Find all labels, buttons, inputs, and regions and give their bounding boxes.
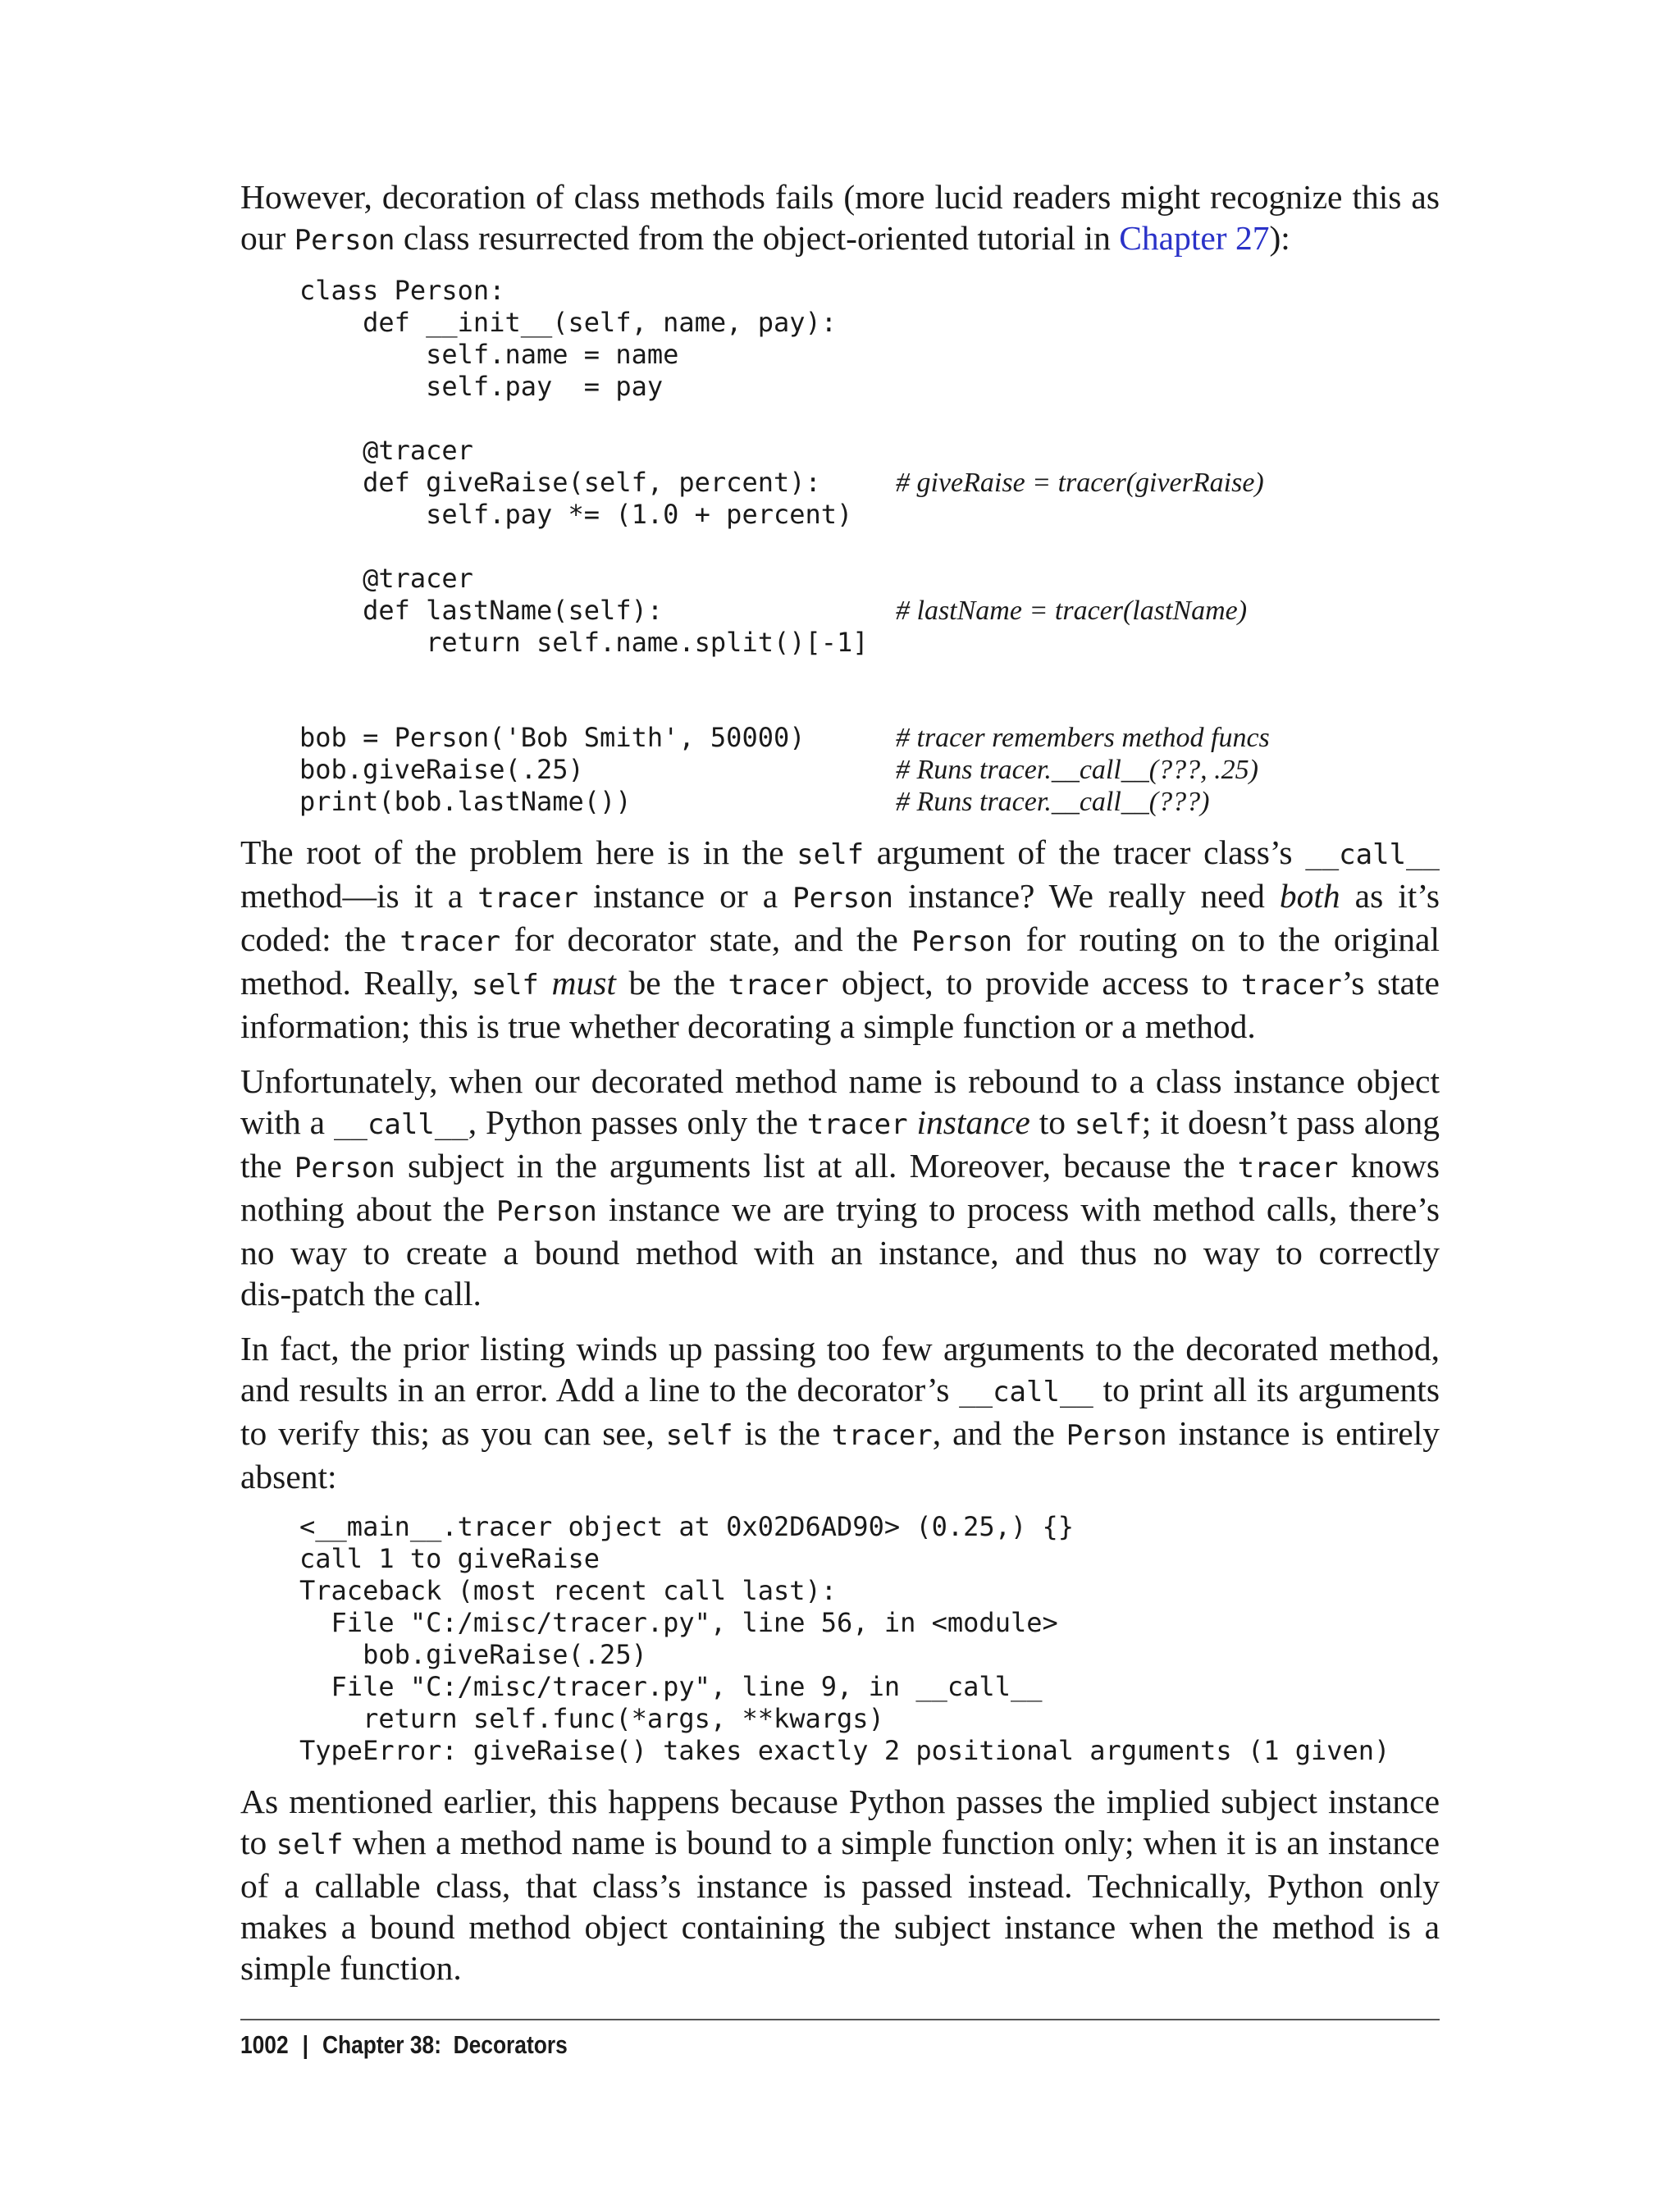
- code-listing-traceback: [299, 1511, 1440, 1767]
- code-line: [299, 595, 1440, 627]
- inline-code: Person: [1066, 1419, 1167, 1452]
- code-line: [299, 499, 1440, 531]
- inline-code: __call__: [334, 1108, 468, 1141]
- inline-code: Person: [496, 1195, 597, 1228]
- code-line: [299, 659, 1440, 722]
- paragraph: However, decoration of class methods fails (more lucid readers might recognize this as our Person class resurrected from the object-oriented tutorial in Chapter 27):: [240, 178, 1440, 257]
- page-footer: [240, 2030, 568, 2060]
- footer-separator: |: [302, 2030, 309, 2059]
- emphasis: both: [1279, 877, 1340, 915]
- inline-code: self: [1074, 1108, 1142, 1141]
- code-text: def lastName(self):: [299, 595, 664, 626]
- running-chapter-title: Chapter 38: Decorators: [322, 2030, 568, 2059]
- code-text: File "C:/misc/tracer.py", line 56, in <module>: [299, 1607, 1058, 1638]
- code-text: Traceback (most recent call last):: [299, 1575, 838, 1606]
- code-line: [299, 403, 1440, 435]
- inline-code: tracer: [831, 1419, 933, 1452]
- code-comment: # Runs tracer.__call__(???, .25): [896, 755, 1258, 785]
- code-text: return self.func(*args, **kwargs): [299, 1703, 884, 1734]
- code-line: [299, 754, 1440, 786]
- code-text: <__main__.tracer object at 0x02D6AD90> (0.25,) {}: [299, 1511, 1075, 1542]
- code-text: print(bob.lastName()): [299, 786, 632, 817]
- code-line: [299, 1575, 1440, 1607]
- inline-code: self: [472, 969, 539, 1002]
- code-line: [299, 1735, 1440, 1767]
- code-line: [299, 1543, 1440, 1575]
- code-text: bob.giveRaise(.25): [299, 1639, 647, 1670]
- code-text: return self.name.split()[-1]: [299, 627, 869, 658]
- code-text: def giveRaise(self, percent):: [299, 467, 821, 498]
- chapter-link[interactable]: Chapter 27: [1119, 219, 1270, 257]
- emphasis: instance: [916, 1103, 1030, 1141]
- code-text: bob.giveRaise(.25): [299, 754, 584, 785]
- inline-code: Person: [294, 1152, 395, 1185]
- code-text: self.pay = pay: [299, 371, 664, 402]
- code-line: [299, 531, 1440, 563]
- code-text: def __init__(self, name, pay):: [299, 307, 838, 338]
- code-line: [299, 435, 1440, 467]
- code-line: [299, 307, 1440, 339]
- code-text: TypeError: giveRaise() takes exactly 2 positional arguments (1 given): [299, 1735, 1390, 1766]
- code-comment: # tracer remembers method funcs: [896, 723, 1270, 753]
- page-body: [240, 176, 1440, 2002]
- code-line: [299, 1639, 1440, 1671]
- code-comment: # giveRaise = tracer(giverRaise): [896, 468, 1264, 498]
- code-text: self.pay *= (1.0 + percent): [299, 499, 853, 530]
- code-line: [299, 563, 1440, 595]
- code-line: [299, 722, 1440, 754]
- paragraph: In fact, the prior listing winds up passing too few arguments to the decorated method, and results in an error. Add a line to the decorator’s __call__ to print all its arguments to verify this; as you can see, self is the tracer, and the Person instance is entirely absent:: [240, 1330, 1440, 1495]
- inline-code: Person: [294, 224, 395, 257]
- code-line: [299, 1607, 1440, 1639]
- inline-code: Person: [911, 925, 1013, 958]
- code-text: call 1 to giveRaise: [299, 1543, 600, 1574]
- inline-code: self: [797, 838, 865, 871]
- code-line: [299, 339, 1440, 371]
- paragraph: The root of the problem here is in the self argument of the tracer class’s __call__ method—is it a tracer instance or a Person instance? We really need both as it’s coded: the tracer for decorator state, and the Person for routing on to the original method. Really, self must be the tracer object, to provide access to tracer’s state information; this is true whether decorating a simple function or a method.: [240, 833, 1440, 1045]
- code-comment: # Runs tracer.__call__(???): [896, 787, 1210, 817]
- inline-code: __call__: [959, 1376, 1093, 1408]
- code-line: [299, 275, 1440, 307]
- inline-code: __call__: [1305, 838, 1440, 871]
- emphasis: must: [551, 964, 616, 1002]
- inline-code: self: [665, 1419, 733, 1452]
- code-text: File "C:/misc/tracer.py", line 9, in __call__: [299, 1671, 1043, 1702]
- inline-code: tracer: [1237, 1152, 1339, 1185]
- code-text: bob = Person('Bob Smith', 50000): [299, 722, 806, 753]
- inline-code: tracer: [806, 1108, 908, 1141]
- inline-code: Person: [792, 882, 893, 915]
- paragraph: As mentioned earlier, this happens because Python passes the implied subject instance to self when a method name is bound to a simple function only; when it is an instance of a callable class, that class’s instance is passed instead. Technically, Python only makes a bound method object containing the subject instance when the method is a simple function.: [240, 1783, 1440, 1987]
- inline-code: self: [276, 1828, 344, 1861]
- code-line: [299, 1671, 1440, 1703]
- code-text: @tracer: [299, 435, 473, 466]
- inline-code: tracer: [728, 969, 829, 1002]
- code-line: [299, 786, 1440, 818]
- footer-rule: [240, 2019, 1440, 2020]
- code-line: [299, 627, 1440, 659]
- code-line: [299, 467, 1440, 499]
- code-comment: # lastName = tracer(lastName): [896, 596, 1248, 626]
- inline-code: tracer: [399, 925, 501, 958]
- code-listing-person-class: [299, 275, 1440, 818]
- code-line: [299, 371, 1440, 403]
- code-text: class Person:: [299, 275, 505, 306]
- inline-code: tracer: [1240, 969, 1342, 1002]
- paragraph: Unfortunately, when our decorated method name is rebound to a class instance object with a __call__, Python passes only the tracer instance to self; it doesn’t pass along the Person subject in the arguments list at all. Moreover, because the tracer knows nothing about the Person instance we are trying to process with method calls, there’s no way to create a bound method with an instance, and thus no way to correctly dis‑patch the call.: [240, 1062, 1440, 1312]
- code-text: self.name = name: [299, 339, 679, 370]
- code-line: [299, 1703, 1440, 1735]
- page-number: 1002: [240, 2030, 289, 2059]
- code-text: @tracer: [299, 563, 473, 594]
- code-line: [299, 1511, 1440, 1543]
- inline-code: tracer: [477, 882, 579, 915]
